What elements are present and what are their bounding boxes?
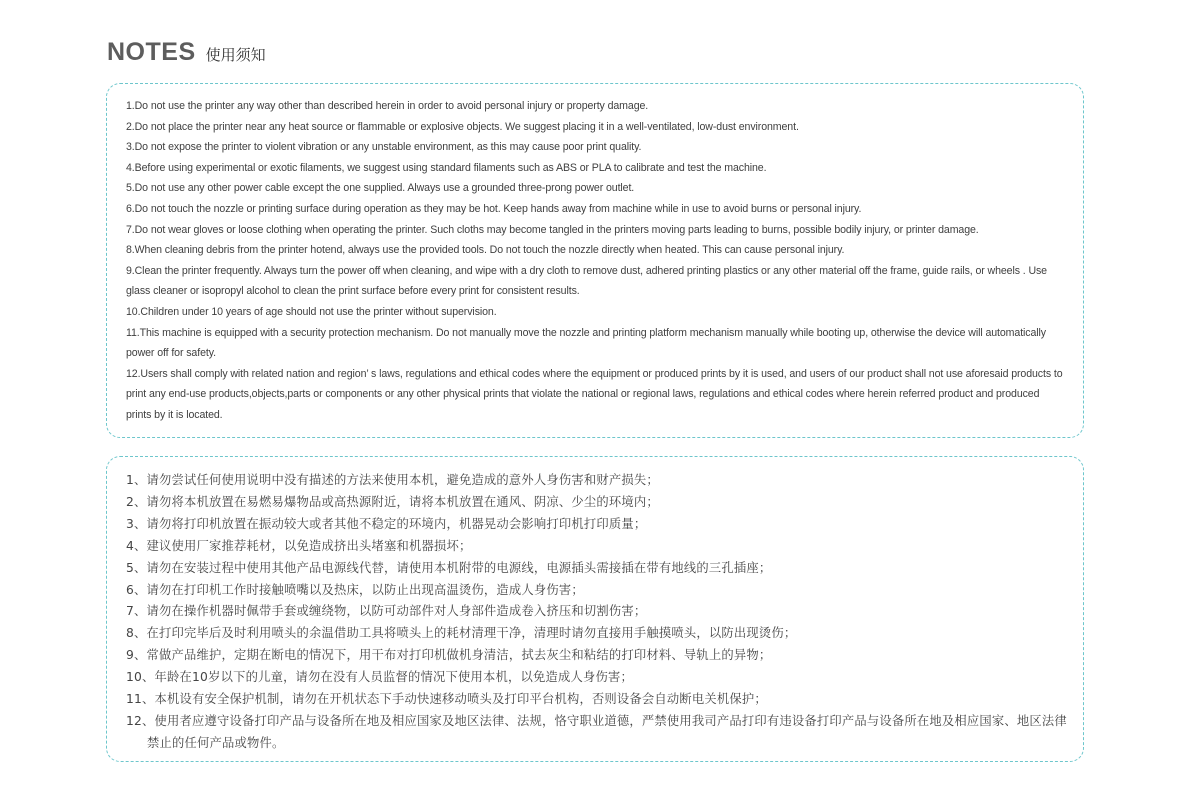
- page-header: [107, 38, 266, 67]
- list-item: 5.Do not use any other power cable except the one supplied. Always use a grounded three-prong power outlet.: [126, 182, 635, 195]
- list-item: 11.This machine is equipped with a security protection mechanism. Do not manually move the nozzle and printing platform mechanism manually while booting up, otherwise the device will automatically power off for safety.: [126, 326, 1046, 360]
- list-item: 6、请勿在打印机工作时接触喷嘴以及热床，以防止出现高温烫伤，造成人身伤害；: [126, 582, 584, 597]
- list-item: 4、建议使用厂家推荐耗材，以免造成挤出头堵塞和机器损坏；: [126, 538, 472, 553]
- list-item: 11、本机设有安全保护机制，请勿在开机状态下手动快速移动喷头及打印平台机构，否则设备会自动断电关机保护；: [126, 692, 767, 707]
- list-item: 5、请勿在安装过程中使用其他产品电源线代替，请使用本机附带的电源线，电源插头需接插在带有地线的三孔插座；: [126, 560, 772, 575]
- list-item: 2、请勿将本机放置在易燃易爆物品或高热源附近，请将本机放置在通风、阴凉、少尘的环境内；: [126, 494, 659, 509]
- page-subtitle: 使用须知: [205, 46, 266, 64]
- page-title: NOTES: [107, 38, 196, 66]
- list-item: 3.Do not expose the printer to violent vibration or any unstable environment, as this may cause poor print quality.: [126, 141, 642, 154]
- list-item: 1、请勿尝试任何使用说明中没有描述的方法来使用本机，避免造成的意外人身伤害和财产损失；: [126, 473, 659, 487]
- list-item: 1.Do not use the printer any way other than described herein in order to avoid personal injury or property damage.: [126, 100, 649, 112]
- list-item: 8、在打印完毕后及时利用喷头的余温借助工具将喷头上的耗材清理干净，清理时请勿直接用手触摸喷头，以防出现烫伤；: [126, 626, 797, 641]
- list-item: 7、请勿在操作机器时佩带手套或缠绕物，以防可动部件对人身部件造成卷入挤压和切割伤害；: [126, 604, 647, 619]
- list-item: 2.Do not place the printer near any heat source or flammable or explosive objects. We suggest placing it in a well-ventilated, low-dust environment.: [126, 120, 799, 133]
- list-item: 12、使用者应遵守设备打印产品与设备所在地及相应国家及地区法律、法规，恪守职业道德，严禁使用我司产品打印有违设备打印产品与设备所在地及相应国家、地区法律禁止的任何产品或物件。: [126, 713, 1067, 750]
- list-item: 10、年龄在10岁以下的儿童，请勿在没有人员监督的情况下使用本机，以免造成人身伤害；: [126, 670, 633, 685]
- notes-english-list: [126, 96, 1067, 426]
- list-item: 12.Users shall comply with related nation and region’ s laws, regulations and ethical codes where the equipment or produced prints by it is used, and users of our product shall not use aforesaid products to print any end-use products,objects,parts or components or any other physical prints that violate the national or regional laws, regulations and ethical codes where herein referred product and produced prints by it is located.: [126, 367, 1063, 421]
- list-item: 4.Before using experimental or exotic filaments, we suggest using standard filaments such as ABS or PLA to calibrate and test the machine.: [126, 161, 767, 174]
- list-item: 9、常做产品维护，定期在断电的情况下，用干布对打印机做机身清洁，拭去灰尘和粘结的打印材料、导轨上的异物；: [126, 648, 772, 663]
- notes-chinese-list: [126, 470, 1067, 755]
- list-item: 3、请勿将打印机放置在振动较大或者其他不稳定的环境内，机器晃动会影响打印机打印质量；: [126, 516, 647, 531]
- list-item: 6.Do not touch the nozzle or printing surface during operation as they may be hot. Keep hands away from machine while in use to avoid burns or personal injury.: [126, 202, 862, 215]
- list-item: 8.When cleaning debris from the printer hotend, always use the provided tools. Do not touch the nozzle directly when heated. This can cause personal injury.: [126, 244, 845, 257]
- notes-english-box: [106, 83, 1084, 438]
- list-item: 7.Do not wear gloves or loose clothing when operating the printer. Such cloths may become tangled in the printers moving parts leading to burns, possible bodily injury, or printer damage.: [126, 223, 979, 236]
- notes-chinese-box: [106, 456, 1084, 762]
- list-item: 9.Clean the printer frequently. Always turn the power off when cleaning, and wipe with a dry cloth to remove dust, adhered printing plastics or any other material off the frame, guide rails, or wheels . Use glass cleaner or isopropyl alcohol to clean the print surface before every print for consistent results.: [126, 264, 1047, 298]
- list-item: 10.Children under 10 years of age should not use the printer without supervision.: [126, 305, 497, 318]
